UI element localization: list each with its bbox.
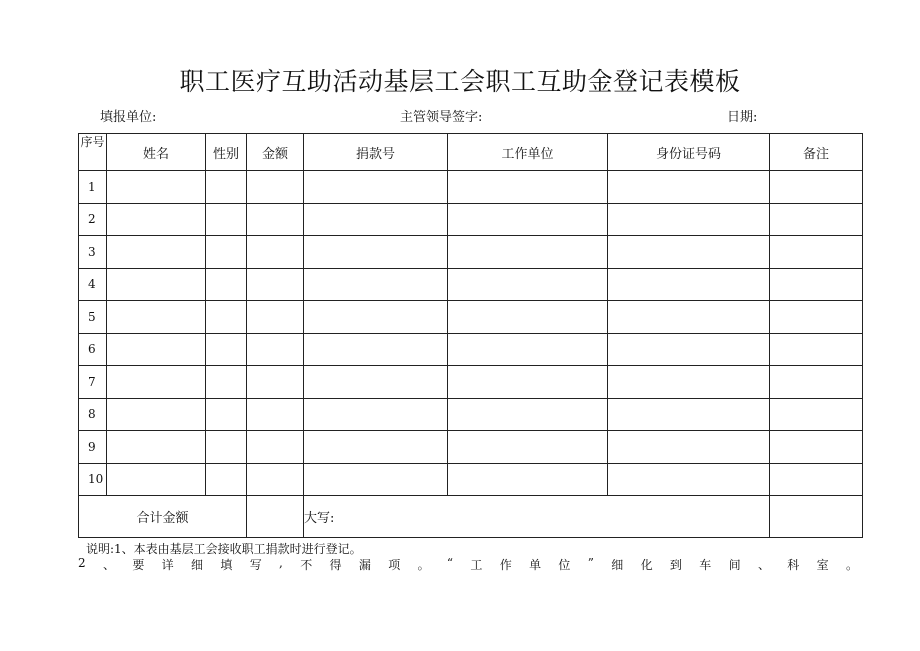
cell-donation-no[interactable] <box>304 431 448 464</box>
cell-amount[interactable] <box>247 301 304 334</box>
note-char: 细 <box>191 558 204 572</box>
capital-amount-label: 大写: <box>304 496 770 538</box>
cell-amount[interactable] <box>247 236 304 269</box>
note-char: 要 <box>132 558 145 572</box>
cell-gender[interactable] <box>206 463 247 496</box>
row-number: 7 <box>79 366 107 399</box>
row-number: 2 <box>79 203 107 236</box>
supervisor-signature-label: 主管领导签字: <box>400 110 483 125</box>
row-number: 8 <box>79 398 107 431</box>
note-char: 漏 <box>358 558 371 572</box>
note-char: 。 <box>417 558 430 572</box>
cell-id-number[interactable] <box>608 268 770 301</box>
cell-name[interactable] <box>107 301 206 334</box>
note-char: 工 <box>470 558 483 572</box>
note-char: 项 <box>388 558 401 572</box>
table-row <box>79 236 863 269</box>
cell-amount[interactable] <box>247 398 304 431</box>
row-number: 4 <box>79 268 107 301</box>
cell-remarks[interactable] <box>770 171 863 204</box>
note-char: 写 <box>249 558 262 572</box>
cell-work-unit[interactable] <box>448 203 608 236</box>
cell-remarks[interactable] <box>770 203 863 236</box>
header-work-unit: 工作单位 <box>448 134 608 171</box>
cell-amount[interactable] <box>247 203 304 236</box>
cell-donation-no[interactable] <box>304 301 448 334</box>
cell-donation-no[interactable] <box>304 203 448 236</box>
cell-id-number[interactable] <box>608 398 770 431</box>
table-row <box>79 203 863 236</box>
cell-name[interactable] <box>107 203 206 236</box>
cell-gender[interactable] <box>206 333 247 366</box>
note-char: 详 <box>161 558 174 572</box>
form-title: 职工医疗互助活动基层工会职工互助金登记表模板 <box>179 67 741 96</box>
cell-gender[interactable] <box>206 236 247 269</box>
cell-amount[interactable] <box>247 463 304 496</box>
cell-remarks[interactable] <box>770 398 863 431</box>
cell-id-number[interactable] <box>608 431 770 464</box>
note-line-2 <box>78 556 858 573</box>
row-number: 10 <box>79 463 107 496</box>
cell-name[interactable] <box>107 398 206 431</box>
cell-remarks[interactable] <box>770 431 863 464</box>
cell-amount[interactable] <box>247 268 304 301</box>
cell-donation-no[interactable] <box>304 463 448 496</box>
table-body <box>79 171 863 496</box>
cell-work-unit[interactable] <box>448 301 608 334</box>
total-amount-cell <box>247 496 304 538</box>
cell-name[interactable] <box>107 431 206 464</box>
header-seq: 序号 <box>79 134 107 171</box>
note-char: 不 <box>300 558 313 572</box>
table-row <box>79 366 863 399</box>
header-id-number: 身份证号码 <box>608 134 770 171</box>
header-remarks: 备注 <box>770 134 863 171</box>
note-char: 细 <box>611 558 624 572</box>
cell-name[interactable] <box>107 236 206 269</box>
cell-name[interactable] <box>107 333 206 366</box>
cell-donation-no[interactable] <box>304 333 448 366</box>
cell-amount[interactable] <box>247 333 304 366</box>
table-row <box>79 268 863 301</box>
note-char: ” <box>587 556 594 570</box>
note-char: 得 <box>329 558 342 572</box>
cell-name[interactable] <box>107 366 206 399</box>
table-row <box>79 431 863 464</box>
header-name: 姓名 <box>107 134 206 171</box>
note-char: 到 <box>669 558 682 572</box>
cell-gender[interactable] <box>206 431 247 464</box>
cell-name[interactable] <box>107 171 206 204</box>
note-char: 位 <box>558 558 571 572</box>
cell-amount[interactable] <box>247 171 304 204</box>
header-donation-no: 捐款号 <box>304 134 448 171</box>
cell-gender[interactable] <box>206 203 247 236</box>
header-amount: 金额 <box>247 134 304 171</box>
cell-id-number[interactable] <box>608 333 770 366</box>
cell-work-unit[interactable] <box>448 398 608 431</box>
cell-id-number[interactable] <box>608 203 770 236</box>
row-number: 6 <box>79 333 107 366</box>
total-row <box>79 496 863 538</box>
cell-donation-no[interactable] <box>304 366 448 399</box>
cell-work-unit[interactable] <box>448 333 608 366</box>
cell-name[interactable] <box>107 463 206 496</box>
note-char: 、 <box>102 558 115 572</box>
cell-donation-no[interactable] <box>304 268 448 301</box>
cell-gender[interactable] <box>206 171 247 204</box>
total-amount-label: 合计金额 <box>79 496 247 538</box>
note-char: 2 <box>78 556 86 570</box>
note-char: 填 <box>220 558 233 572</box>
cell-remarks[interactable] <box>770 301 863 334</box>
cell-remarks[interactable] <box>770 366 863 399</box>
note-char: 科 <box>787 558 800 572</box>
note-char: 作 <box>499 558 512 572</box>
cell-gender[interactable] <box>206 268 247 301</box>
table-row <box>79 301 863 334</box>
cell-gender[interactable] <box>206 398 247 431</box>
note-char: “ <box>446 556 454 570</box>
cell-work-unit[interactable] <box>448 431 608 464</box>
note-line-1: 说明:1、本表由基层工会接收职工捐款时进行登记。 <box>86 542 362 556</box>
table-row <box>79 398 863 431</box>
registration-table <box>78 133 863 538</box>
cell-work-unit[interactable] <box>448 366 608 399</box>
table-row <box>79 333 863 366</box>
cell-work-unit[interactable] <box>448 236 608 269</box>
cell-id-number[interactable] <box>608 301 770 334</box>
cell-id-number[interactable] <box>608 236 770 269</box>
note-char: 。 <box>845 558 858 572</box>
row-number: 9 <box>79 431 107 464</box>
total-remarks-cell <box>770 496 863 538</box>
cell-donation-no[interactable] <box>304 398 448 431</box>
cell-id-number[interactable] <box>608 171 770 204</box>
note-char: 化 <box>640 558 653 572</box>
cell-id-number[interactable] <box>608 366 770 399</box>
cell-donation-no[interactable] <box>304 236 448 269</box>
cell-gender[interactable] <box>206 301 247 334</box>
note-char: 车 <box>699 558 712 572</box>
row-number: 3 <box>79 236 107 269</box>
cell-donation-no[interactable] <box>304 171 448 204</box>
cell-remarks[interactable] <box>770 236 863 269</box>
table-row <box>79 171 863 204</box>
cell-name[interactable] <box>107 268 206 301</box>
cell-remarks[interactable] <box>770 268 863 301</box>
note-char: 单 <box>529 558 542 572</box>
header-gender: 性别 <box>206 134 247 171</box>
cell-work-unit[interactable] <box>448 463 608 496</box>
cell-remarks[interactable] <box>770 333 863 366</box>
cell-remarks[interactable] <box>770 463 863 496</box>
cell-gender[interactable] <box>206 366 247 399</box>
note-char: 间 <box>728 558 741 572</box>
cell-amount[interactable] <box>247 431 304 464</box>
row-number: 5 <box>79 301 107 334</box>
reporting-unit-label: 填报单位: <box>100 110 157 125</box>
row-number: 1 <box>79 171 107 204</box>
cell-amount[interactable] <box>247 366 304 399</box>
cell-id-number[interactable] <box>608 463 770 496</box>
cell-work-unit[interactable] <box>448 171 608 204</box>
date-label: 日期: <box>727 110 758 125</box>
note-char: 室 <box>816 558 829 572</box>
note-char: , <box>279 556 283 570</box>
cell-work-unit[interactable] <box>448 268 608 301</box>
table-row <box>79 463 863 496</box>
note-char: 、 <box>757 558 770 572</box>
table-header-row <box>79 134 863 171</box>
